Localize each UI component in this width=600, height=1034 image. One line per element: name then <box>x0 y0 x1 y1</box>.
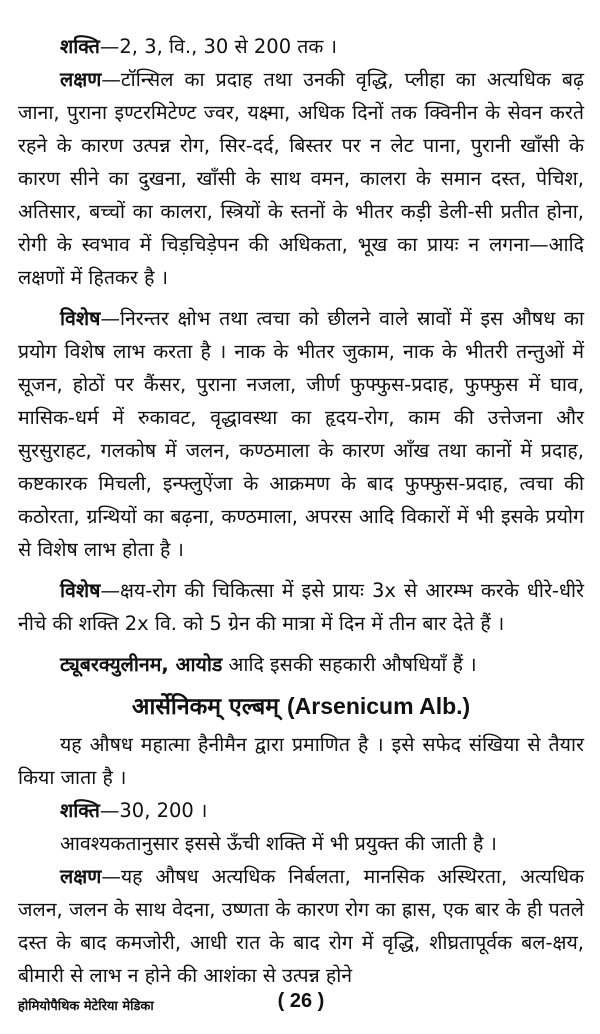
helper-medicines-text: आदि इसकी सहकारी औषधियाँ हैं । <box>222 653 477 676</box>
remedy-intro-paragraph: यह औषध महात्मा हैनीमैन द्वारा प्रमाणित है । इसे सफेद संखिया से तैयार किया जाता है । <box>18 733 584 789</box>
symptoms-paragraph <box>18 63 584 294</box>
potency-paragraph <box>18 30 584 63</box>
remedy-potency-label: शक्ति <box>60 799 100 822</box>
special-label: विशेष <box>60 307 101 330</box>
special-text: —निरन्तर क्षोभ तथा त्वचा को छीलने वाले स्रावों में इस औषध का प्रयोग विशेष लाभ करता है । नाक के भीतर जुकाम, नाक के भीतरी तन्तुओं में सूजन, होठों पर कैंसर, पुराना नजला, जीर्ण फुफ्फुस-प्रदाह, फुफ्फुस में घाव, मासिक-धर्म में रुकावट, वृद्धावस्था का हृदय-रोग, काम की उत्तेजना और सुरसुराहट, गलकोष में जलन, कण्ठमाला के कारण आँख तथा कानों में प्रदाह, कष्टकारक मिचली, इन्फ्लुऐंजा के आक्रमण के बाद फुफ्फुस-प्रदाह, त्वचा की कठोरता, ग्रन्थियों का बढ़ना, कण्ठमाला, अपरस आदि विकारों में भी इसके प्रयोग से विशेष लाभ होता है । <box>18 307 584 561</box>
remedy-potency-note: आवश्यकतानुसार इससे ऊँची शक्ति में भी प्रयुक्त की जाती है । <box>60 832 497 855</box>
symptoms-text: —टॉन्सिल का प्रदाह तथा उनकी वृद्धि, प्लीहा का अत्यधिक बढ़ जाना, पुराना इण्टरमिटेण्ट ज्वर, यक्ष्मा, अधिक दिनों तक क्विनीन के सेवन करते रहने के कारण उत्पन्न रोग, सिर-दर्द, बिस्तर पर न लेट पाना, पुरानी खाँसी के कारण सीने का दुखना, खाँसी के साथ वमन, कालरा के समान दस्त, पेचिश, अतिसार, बच्चों का कालरा, स्त्रियों के स्तनों के भीतर कड़ी डेली-सी प्रतीत होना, रोगी के स्वभाव में चिड़चिड़ेपन की अधिकता, भूख का प्रायः न लगना—आदि लक्षणों में हितकर है । <box>18 68 584 289</box>
potency-label: शक्ति <box>60 35 100 58</box>
remedy-potency-text: —30, 200 । <box>99 799 208 822</box>
remedy-symptoms-paragraph <box>18 860 584 992</box>
remedy-heading-english: (Arsenicum Alb.) <box>287 693 471 719</box>
special-tuberculosis-paragraph <box>18 574 584 640</box>
remedy-symptoms-text: —यह औषध अत्यधिक निर्बलता, मानसिक अस्थिरता, अत्यधिक जलन, जलन के साथ वेदना, उष्णता के कारण रोग का ह्रास, एक बार के ही पतले दस्त के बाद कमजोरी, आधी रात के बाद रोग में वृद्धि, शीघ्रतापूर्वक बल-क्षय, बीमारी से लाभ न होने की आशंका से उत्पन्न होने <box>18 865 584 987</box>
special-paragraph <box>18 302 584 566</box>
remedy-potency-paragraph <box>18 794 584 827</box>
remedy-heading-hindi: आर्सेनिकम् एल्बम् <box>131 694 279 720</box>
helper-medicines-names: ट्यूबरक्युलीनम, आयोड <box>60 653 223 676</box>
remedy-symptoms-label: लक्षण <box>60 865 102 888</box>
book-title: होमियोपैथिक मेटेरिया मेडिका <box>18 999 154 1014</box>
page-footer <box>18 990 584 1020</box>
helper-medicines-paragraph <box>18 648 584 681</box>
special-label-2: विशेष <box>60 579 101 602</box>
remedy-heading <box>18 689 584 724</box>
special-text-2: —क्षय-रोग की चिकित्सा में इसे प्रायः 3x से आरम्भ करके धीरे-धीरे नीचे की शक्ति 2x वि. को 5 ग्रेन की मात्रा में दिन में तीन बार देते हैं । <box>18 579 584 635</box>
symptoms-label: लक्षण <box>60 68 102 91</box>
potency-text: —2, 3, वि., 30 से 200 तक । <box>99 35 337 58</box>
page-number: ( 26 ) <box>277 990 325 1012</box>
